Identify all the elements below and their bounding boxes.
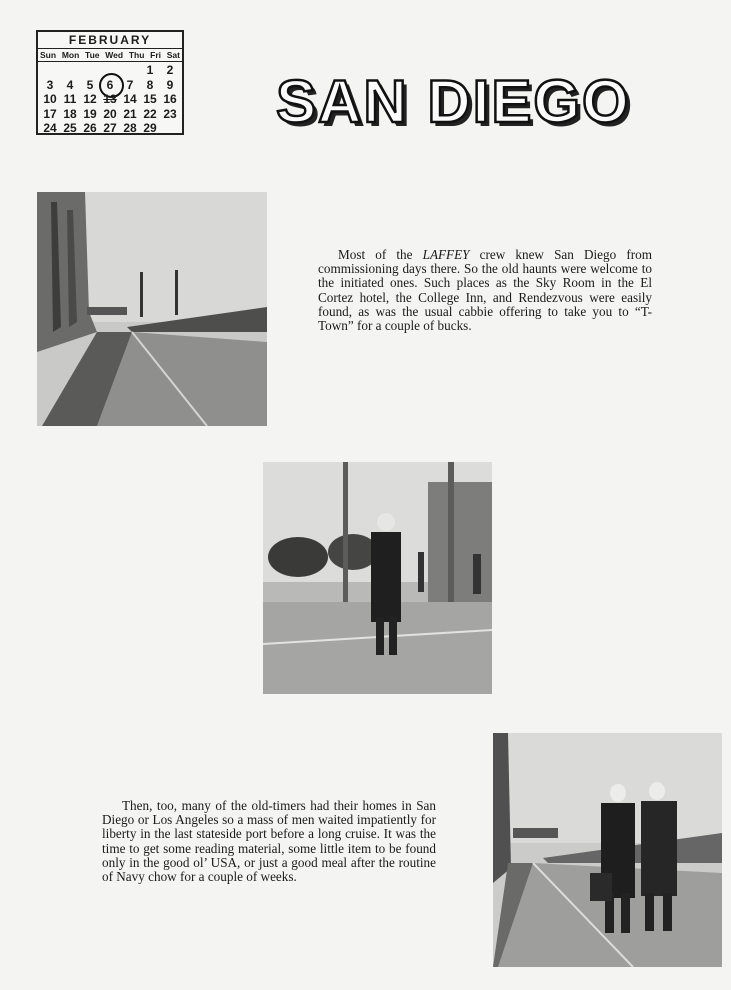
calendar-weekday-header [38,48,182,62]
calendar-date: 3 [46,77,54,92]
photo-sailor-on-street [263,462,492,694]
weekday-label: Mon [61,50,80,60]
paragraph1-lead: Most of the [338,247,423,262]
weekday-label: Tue [85,50,100,60]
calendar-date: 24 [43,121,57,135]
calendar-date [120,63,140,78]
photo-pier-warships [37,192,267,426]
calendar-date: 5 [86,77,94,92]
calendar-date: 9 [166,77,174,92]
paragraph-old-timers: Then, too, many of the old-timers had their homes in San Diego or Los Angeles so a mass of men waited impatiently for liberty in the last stateside port before a long cruise. It was the time to get some reading material, some little item to be found only in the good ol’ USA, or just a good meal after the routine of Navy chow for a couple of weeks. [102,798,436,885]
ship-name: LAFFEY [422,247,470,262]
photo-two-sailors-pier [493,733,722,967]
february-calendar [36,30,184,135]
calendar-date: 26 [83,121,97,135]
page-title: SAN DIEGO [276,68,631,135]
calendar-date: 12 [83,92,97,106]
paragraph1-body: crew knew San Diego from commissioning days there. So the old haunts were welcome to the initiated ones. Such places as the Sky Room in the El Cortez hotel, the College Inn, and Rendezvous were easily found, as was the usual cabbie offering to take you to “T-Town” for a couple of bucks. [318,247,652,334]
weekday-label: Fri [150,50,162,60]
calendar-month: FEBRUARY [68,33,152,47]
calendar-date: 21 [123,106,137,121]
calendar-date: 17 [43,106,57,121]
calendar-date [80,63,100,78]
calendar-date [40,63,60,78]
calendar-date: 7 [126,77,134,92]
calendar-date: 18 [63,106,77,121]
calendar-date: 28 [123,121,137,135]
calendar-date-grid [38,63,182,136]
weekday-label: Sat [166,50,180,60]
calendar-date: 23 [163,106,177,121]
calendar-date: 27 [103,121,117,135]
calendar-date: 19 [83,106,97,121]
weekday-label: Wed [105,50,124,60]
weekday-label: Sun [40,50,57,60]
calendar-date: 14 [123,92,137,106]
calendar-date: 8 [146,77,154,92]
calendar-date: 16 [163,92,177,106]
calendar-date [60,63,80,78]
calendar-date: 29 [143,121,157,135]
calendar-date: 11 [63,92,77,106]
calendar-date [160,121,180,136]
calendar-date: 4 [66,77,74,92]
calendar-date: 10 [43,92,57,106]
calendar-date: 22 [143,106,157,121]
calendar-date: 1 [146,63,154,77]
calendar-date: 13 [103,92,117,106]
calendar-date: 2 [166,63,174,77]
calendar-date: 15 [143,92,157,106]
calendar-date: 25 [63,121,77,135]
weekday-label: Thu [128,50,145,60]
calendar-date: 20 [103,106,117,121]
calendar-date: 6 [100,78,120,93]
paragraph-laffey-crew [318,248,652,333]
